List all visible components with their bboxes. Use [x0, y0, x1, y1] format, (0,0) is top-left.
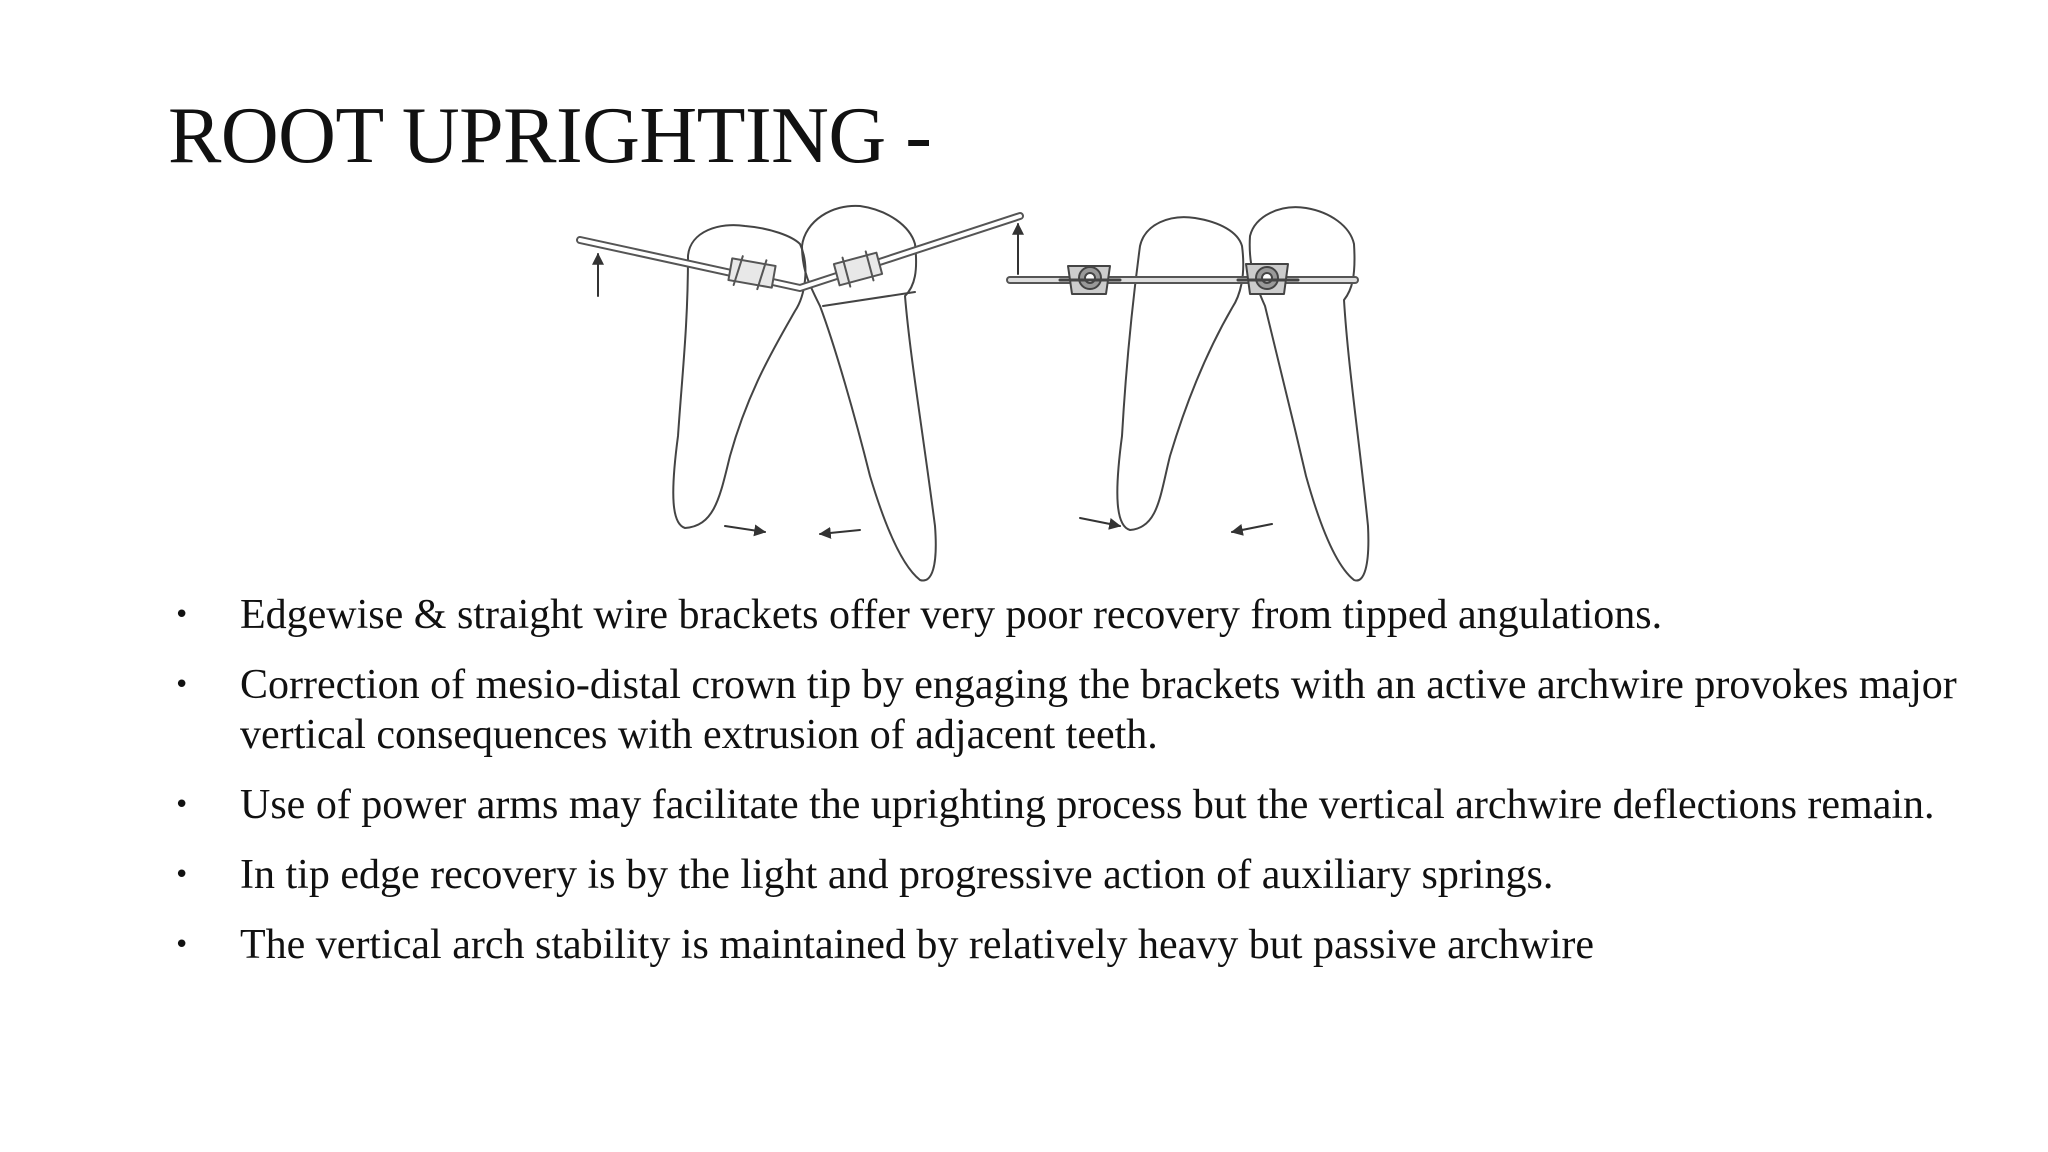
active-archwire: [580, 216, 1020, 288]
slide-title: ROOT UPRIGHTING -: [168, 92, 932, 180]
bullet-text: Correction of mesio-distal crown tip by engaging the brackets with an active archwire provokes major vertical consequences with extrusion of adjacent teeth.: [240, 662, 1957, 758]
bullet-marker: •: [174, 790, 190, 820]
bullet-item: [168, 780, 1968, 830]
bullet-item: [168, 660, 1968, 760]
tip-edge-panel: [1010, 207, 1368, 580]
bullet-marker: •: [174, 930, 190, 960]
root-uprighting-illustration: [570, 196, 1470, 596]
edgewise-bracket-left: [728, 255, 775, 289]
bullet-item: [168, 920, 1968, 970]
tip-edge-bracket-right: [1238, 264, 1298, 294]
bullet-text: The vertical arch stability is maintained by relatively heavy but passive archwire: [240, 922, 1595, 968]
root-arrow-left: [725, 526, 765, 532]
bullet-marker: •: [174, 600, 190, 630]
left-tooth-tip-edge: [1117, 217, 1243, 530]
root-arrow-right: [820, 530, 860, 534]
root-arrow-left-tip-edge: [1080, 518, 1120, 526]
bullet-item: [168, 850, 1968, 900]
bullet-text: In tip edge recovery is by the light and progressive action of auxiliary springs.: [240, 852, 1554, 898]
bullet-list: [168, 590, 1968, 990]
root-arrow-right-tip-edge: [1232, 524, 1272, 532]
edgewise-panel: [580, 206, 1020, 581]
bullet-text: Edgewise & straight wire brackets offer very poor recovery from tipped angulations.: [240, 592, 1663, 638]
edgewise-bracket-right: [834, 251, 882, 286]
bullet-marker: •: [174, 670, 190, 700]
tip-edge-bracket-left: [1060, 266, 1120, 294]
bullet-item: [168, 590, 1968, 640]
bullet-text: Use of power arms may facilitate the uprighting process but the vertical archwire deflections remain.: [240, 782, 1935, 828]
bullet-marker: •: [174, 860, 190, 890]
